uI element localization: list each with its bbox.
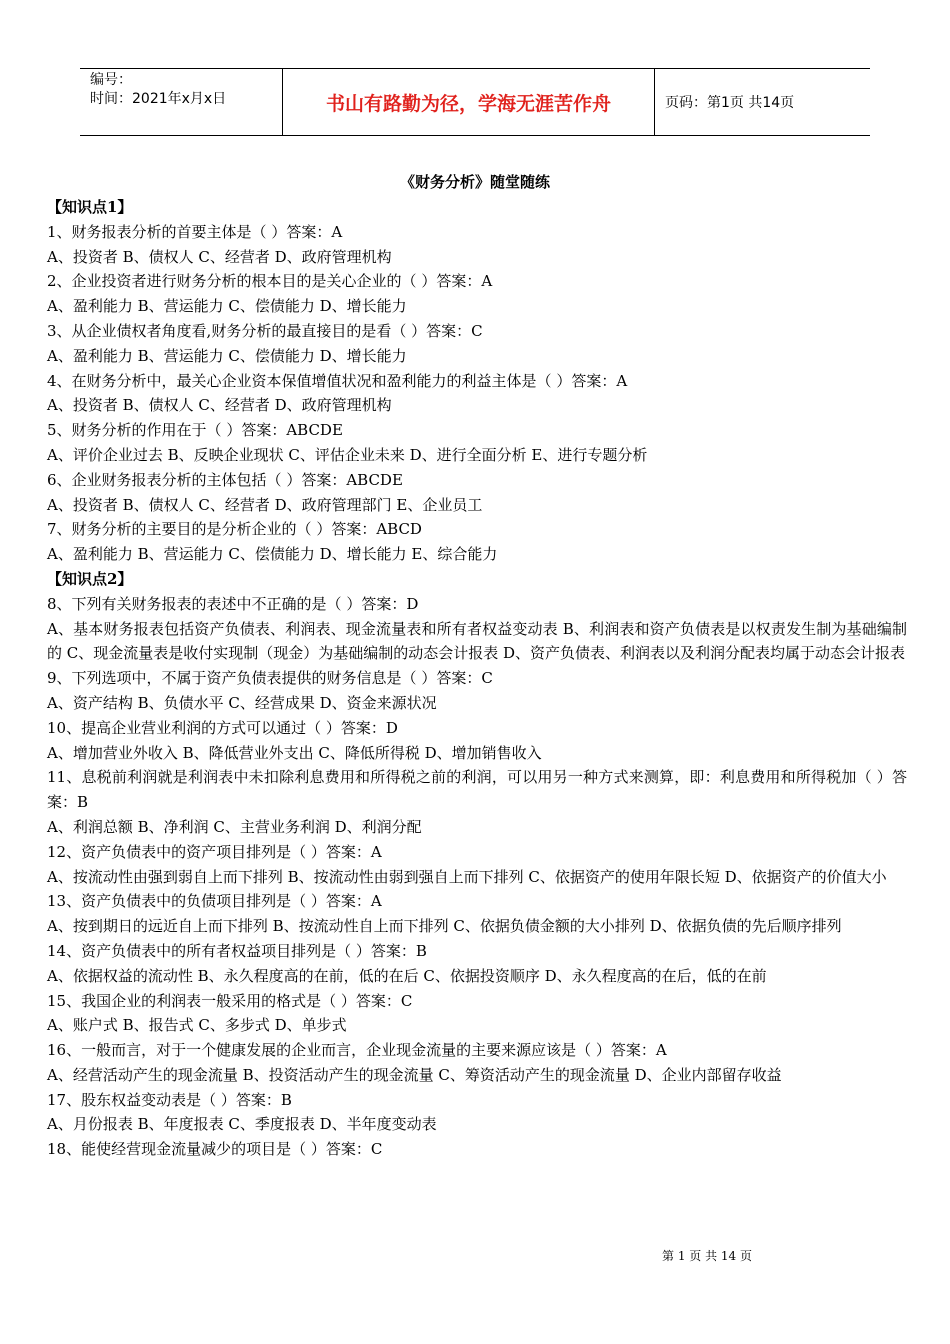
question-line: 17、股东权益变动表是（ ）答案：B — [47, 1090, 292, 1109]
question-line: 7、财务分析的主要目的是分析企业的（ ）答案：ABCD — [47, 520, 422, 539]
page-footer: 第 1 页 共 14 页 — [662, 1249, 752, 1263]
section-heading: 【知识点2】 — [47, 569, 133, 588]
question-line: 9、下列选项中，不属于资产负债表提供的财务信息是（ ）答案：C — [47, 669, 493, 688]
options-line: A、依据权益的流动性 B、永久程度高的在前，低的在后 C、依据投资顺序 D、永久程度高的在后，低的在前 — [47, 966, 767, 985]
options-line: A、增加营业外收入 B、降低营业外支出 C、降低所得税 D、增加销售收入 — [47, 743, 542, 762]
date-label: 时间：2021年x月x日 — [90, 91, 227, 107]
options-line: A、盈利能力 B、营运能力 C、偿债能力 D、增长能力 — [47, 346, 407, 365]
options-line: A、经营活动产生的现金流量 B、投资活动产生的现金流量 C、筹资活动产生的现金流量 D、企业内部留存收益 — [47, 1065, 782, 1084]
options-line: A、利润总额 B、净利润 C、主营业务利润 D、利润分配 — [47, 817, 422, 836]
question-line: 4、在财务分析中，最关心企业资本保值增值状况和盈利能力的利益主体是（ ）答案：A — [47, 371, 628, 390]
header-info-cell — [80, 69, 283, 135]
text-paragraph: A、按流动性由强到弱自上而下排列 B、按流动性由弱到强自上而下排列 C、依据资产的使用年限长短 D、依据资产的价值大小 — [47, 867, 887, 886]
options-line: A、投资者 B、债权人 C、经营者 D、政府管理机构 — [47, 247, 392, 266]
question-list — [47, 195, 907, 1162]
document-title: 《财务分析》随堂随练 — [399, 173, 550, 191]
options-line: A、盈利能力 B、营运能力 C、偿债能力 D、增长能力 E、综合能力 — [47, 545, 498, 564]
question-line: 8、下列有关财务报表的表述中不正确的是（ ）答案：D — [47, 594, 419, 613]
number-label: 编号： — [90, 72, 132, 88]
header-page-info: 页码：第1页 共14页 — [665, 95, 795, 111]
text-paragraph: A、按到期日的远近自上而下排列 B、按流动性自上而下排列 C、依据负债金额的大小排列 D、依据负债的先后顺序排列 — [47, 917, 842, 936]
options-line: A、账户式 B、报告式 C、多步式 D、单步式 — [47, 1016, 347, 1035]
question-line: 13、资产负债表中的负债项目排列是（ ）答案：A — [47, 892, 382, 911]
options-line: A、盈利能力 B、营运能力 C、偿债能力 D、增长能力 — [47, 297, 407, 316]
header-motto: 书山有路勤为径，学海无涯苦作舟 — [283, 69, 655, 135]
text-paragraph: 11、息税前利润就是利润表中未扣除利息费用和所得税之前的利润，可以用另一种方式来测算，即：利息费用和所得税加（ ）答案：B — [47, 768, 907, 812]
options-line: A、投资者 B、债权人 C、经营者 D、政府管理部门 E、企业员工 — [47, 495, 483, 514]
options-line: A、资产结构 B、负债水平 C、经营成果 D、资金来源状况 — [47, 693, 437, 712]
options-line: A、评价企业过去 B、反映企业现状 C、评估企业未来 D、进行全面分析 E、进行专题分析 — [47, 445, 648, 464]
question-line: 18、能使经营现金流量减少的项目是（ ）答案：C — [47, 1140, 383, 1159]
question-line: 16、一般而言，对于一个健康发展的企业而言，企业现金流量的主要来源应该是（ ）答案：A — [47, 1041, 667, 1060]
options-line: A、月份报表 B、年度报表 C、季度报表 D、半年度变动表 — [47, 1115, 437, 1134]
question-line: 5、财务分析的作用在于（ ）答案：ABCDE — [47, 421, 343, 440]
question-line: 2、企业投资者进行财务分析的根本目的是关心企业的（ ）答案：A — [47, 272, 493, 291]
question-line: 6、企业财务报表分析的主体包括（ ）答案：ABCDE — [47, 470, 403, 489]
question-line: 3、从企业债权者角度看,财务分析的最直接目的是看（ ）答案：C — [47, 321, 483, 340]
options-line: A、投资者 B、债权人 C、经营者 D、政府管理机构 — [47, 396, 392, 415]
question-line: 10、提高企业营业利润的方式可以通过（ ）答案：D — [47, 718, 398, 737]
text-paragraph: A、基本财务报表包括资产负债表、利润表、现金流量表和所有者权益变动表 B、利润表和资产负债表是以权责发生制为基础编制的 C、现金流量表是收付实现制（现金）为基础编制的动态会计报表 D、资产负债表、利润表以及利润分配表均属于动态会计报表 — [47, 619, 907, 663]
question-line: 14、资产负债表中的所有者权益项目排列是（ ）答案：B — [47, 941, 427, 960]
question-line: 12、资产负债表中的资产项目排列是（ ）答案：A — [47, 842, 382, 861]
section-heading: 【知识点1】 — [47, 198, 133, 216]
document-header — [80, 68, 870, 136]
question-line: 15、我国企业的利润表一般采用的格式是（ ）答案：C — [47, 991, 413, 1010]
question-line: 1、财务报表分析的首要主体是（ ）答案：A — [47, 222, 343, 241]
